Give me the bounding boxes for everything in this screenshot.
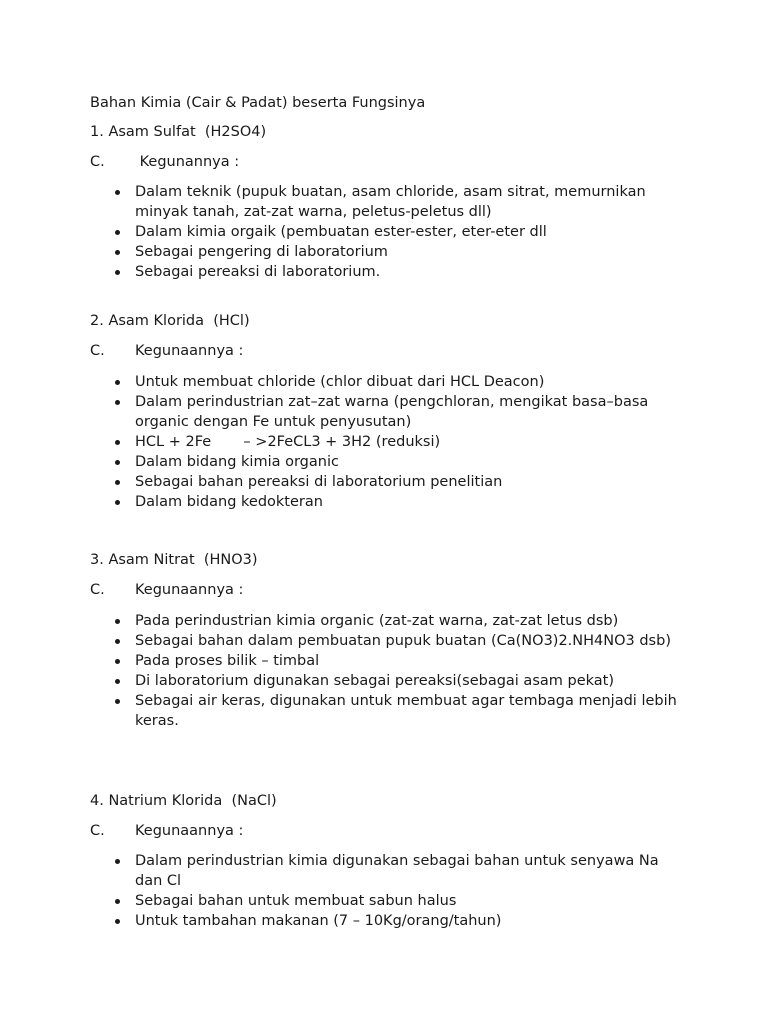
list-item xyxy=(111,691,681,731)
list-item xyxy=(111,911,681,931)
section-subheading-row xyxy=(90,821,243,841)
list-item xyxy=(111,242,681,262)
c-label: C. xyxy=(90,343,105,359)
list-item xyxy=(111,262,681,282)
section-heading: 3. Asam Nitrat (HNO3) xyxy=(90,552,258,568)
list-item xyxy=(111,611,681,631)
bullet-icon xyxy=(115,480,120,485)
bullet-icon xyxy=(115,460,120,465)
bullet-list xyxy=(111,851,681,931)
section-subheading: Kegunaannya : xyxy=(135,823,244,839)
list-item-text: Dalam bidang kedokteran xyxy=(135,494,323,510)
bullet-icon xyxy=(115,639,120,644)
list-item xyxy=(111,372,681,392)
bullet-icon xyxy=(115,190,120,195)
section-subheading: Kegunaannya : xyxy=(135,582,244,598)
list-item-text: Pada perindustrian kimia organic (zat-zat warna, zat-zat letus dsb) xyxy=(135,613,619,629)
list-item-text: Dalam bidang kimia organic xyxy=(135,454,339,470)
list-item xyxy=(111,182,681,222)
list-item-text: Sebagai pengering di laboratorium xyxy=(135,244,388,260)
bullet-icon xyxy=(115,699,120,704)
list-item-text: Sebagai pereaksi di laboratorium. xyxy=(135,264,381,280)
bullet-icon xyxy=(115,250,120,255)
list-item-text: Sebagai air keras, digunakan untuk membuat agar tembaga menjadi lebih keras. xyxy=(135,693,677,729)
list-item-text: Sebagai bahan pereaksi di laboratorium penelitian xyxy=(135,474,503,490)
list-item xyxy=(111,631,681,651)
bullet-icon xyxy=(115,230,120,235)
bullet-icon xyxy=(115,899,120,904)
bullet-icon xyxy=(115,619,120,624)
list-item-text: Dalam kimia orgaik (pembuatan ester-ester, eter-eter dll xyxy=(135,224,547,240)
section-subheading-row xyxy=(90,580,243,600)
list-item xyxy=(111,492,681,512)
list-item xyxy=(111,452,681,472)
section-heading: 4. Natrium Klorida (NaCl) xyxy=(90,793,277,809)
bullet-icon xyxy=(115,919,120,924)
list-item xyxy=(111,851,681,891)
list-item xyxy=(111,651,681,671)
document-title: Bahan Kimia (Cair & Padat) beserta Fungsinya xyxy=(90,95,426,111)
bullet-icon xyxy=(115,440,120,445)
bullet-icon xyxy=(115,270,120,275)
list-item-text: Di laboratorium digunakan sebagai pereaksi(sebagai asam pekat) xyxy=(135,673,614,689)
list-item-text: Dalam perindustrian zat–zat warna (pengchloran, mengikat basa–basa organic dengan Fe untuk penyusutan) xyxy=(135,394,649,430)
bullet-list xyxy=(111,372,681,512)
list-item xyxy=(111,432,681,452)
list-item xyxy=(111,222,681,242)
section-heading: 1. Asam Sulfat (H2SO4) xyxy=(90,124,267,140)
c-label: C. xyxy=(90,154,105,170)
section-subheading: Kegunaannya : xyxy=(135,343,244,359)
bullet-icon xyxy=(115,659,120,664)
bullet-icon xyxy=(115,859,120,864)
list-item xyxy=(111,891,681,911)
bullet-icon xyxy=(115,500,120,505)
bullet-list xyxy=(111,182,681,282)
list-item-text: Untuk membuat chloride (chlor dibuat dari HCL Deacon) xyxy=(135,374,545,390)
list-item-text: Untuk tambahan makanan (7 – 10Kg/orang/tahun) xyxy=(135,913,502,929)
list-item xyxy=(111,392,681,432)
list-item-text: Dalam perindustrian kimia digunakan sebagai bahan untuk senyawa Na dan Cl xyxy=(135,853,659,889)
bullet-list xyxy=(111,611,681,731)
list-item-text: HCL + 2Fe – >2FeCL3 + 3H2 (reduksi) xyxy=(135,434,441,450)
list-item-text: Sebagai bahan untuk membuat sabun halus xyxy=(135,893,457,909)
bullet-icon xyxy=(115,679,120,684)
list-item-text: Sebagai bahan dalam pembuatan pupuk buatan (Ca(NO3)2.NH4NO3 dsb) xyxy=(135,633,671,649)
list-item-text: Pada proses bilik – timbal xyxy=(135,653,320,669)
section-subheading: Kegunannya : xyxy=(135,154,240,170)
list-item-text: Dalam teknik (pupuk buatan, asam chloride, asam sitrat, memurnikan minyak tanah, zat-zat warna, peletus-peletus dll) xyxy=(135,184,646,220)
bullet-icon xyxy=(115,400,120,405)
c-label: C. xyxy=(90,582,105,598)
section-subheading-row xyxy=(90,152,239,172)
list-item xyxy=(111,671,681,691)
bullet-icon xyxy=(115,380,120,385)
section-subheading-row xyxy=(90,341,243,361)
c-label: C. xyxy=(90,823,105,839)
section-heading: 2. Asam Klorida (HCl) xyxy=(90,313,250,329)
list-item xyxy=(111,472,681,492)
